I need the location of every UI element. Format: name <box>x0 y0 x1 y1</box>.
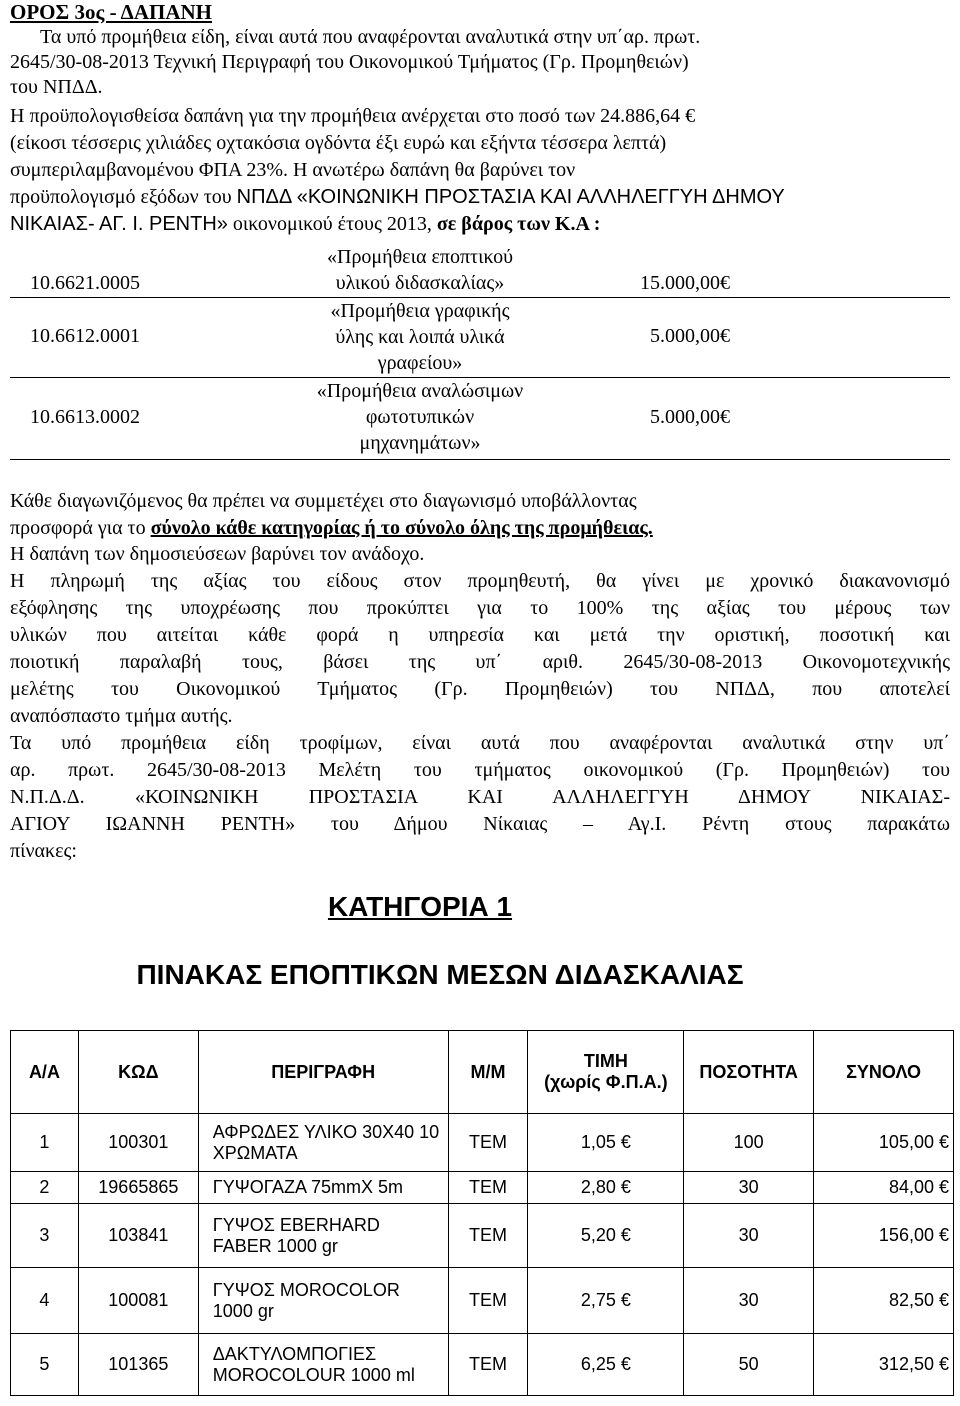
cell-quantity: 30 <box>684 1268 814 1334</box>
cell-price: 6,25 € <box>528 1334 684 1396</box>
intro-line <box>10 211 950 237</box>
cell-price: 1,05 € <box>528 1114 684 1172</box>
cell-quantity: 100 <box>684 1114 814 1172</box>
paragraph-line: ποιοτική παραλαβή τους, βάσει της υπ΄ αριθ. 2645/30-08-2013 Οικονομοτεχνικής <box>10 651 950 673</box>
cell-quantity: 50 <box>684 1334 814 1396</box>
paragraph-line: Ν.Π.Δ.Δ. «ΚΟΙΝΩΝΙΚΗ ΠΡΟΣΤΑΣΙΑ ΚΑΙ ΑΛΛΗΛΕΓΓΥΗ ΔΗΜΟΥ ΝΙΚΑΙΑΣ- <box>10 786 950 808</box>
items-table <box>10 1030 954 1396</box>
cell-aa: 3 <box>11 1204 79 1268</box>
price-header-line: (χωρίς Φ.Π.Α.) <box>544 1072 668 1092</box>
emphasized-text: σύνολο κάθε κατηγορίας ή το σύνολο όλης της προμήθειας. <box>150 517 653 539</box>
paragraph-line: Η δαπάνη των δημοσιεύσεων βαρύνει τον ανάδοχο. <box>10 543 425 565</box>
cell-description: ΓΥΨΟΣ MOROCOLOR 1000 gr <box>198 1268 448 1334</box>
budget-description-line: «Προμήθεια γραφικής <box>330 300 510 322</box>
paragraph-line: μελέτης του Οικονομικού Τμήματος (Γρ. Προμηθειών) του ΝΠΔΔ, που αποτελεί <box>10 678 950 700</box>
intro-line: (είκοσι τέσσερις χιλιάδες οχτακόσια ογδόντα έξι ευρώ και εξήντα τέσσερα λεπτά) <box>10 132 667 154</box>
budget-description-line: «Προμήθεια εποπτικού <box>327 246 513 268</box>
budget-description-line: υλικού διδασκαλίας» <box>335 272 505 294</box>
cell-unit: ΤΕΜ <box>448 1334 528 1396</box>
column-header-quantity: ΠΟΣΟΤΗΤΑ <box>684 1031 814 1114</box>
table-row <box>11 1114 954 1172</box>
paragraph-line: αναπόσπαστο τμήμα αυτής. <box>10 705 233 727</box>
organization-name: ΝΙΚΑΙΑΣ- ΑΓ. Ι. ΡΕΝΤΗ» <box>10 213 228 235</box>
budget-amount: 5.000,00€ <box>650 406 730 428</box>
cell-unit: ΤΕΜ <box>448 1114 528 1172</box>
paragraph-line: Η πληρωμή της αξίας του είδους στον προμηθευτή, θα γίνει με χρονικό διακανονισμό <box>10 570 950 592</box>
cell-total: 312,50 € <box>814 1334 954 1396</box>
column-header-unit: Μ/Μ <box>448 1031 528 1114</box>
cell-total: 84,00 € <box>814 1172 954 1204</box>
divider <box>10 459 950 460</box>
budget-description-line: «Προμήθεια αναλώσιμων <box>316 380 524 402</box>
column-header-total: ΣΥΝΟΛΟ <box>814 1031 954 1114</box>
cell-price: 5,20 € <box>528 1204 684 1268</box>
cell-unit: ΤΕΜ <box>448 1172 528 1204</box>
cell-code: 100301 <box>78 1114 198 1172</box>
intro-text: προϋπολογισμό εξόδων του <box>10 186 237 208</box>
cell-quantity: 30 <box>684 1172 814 1204</box>
paragraph-line: ΑΓΙΟΥ ΙΩΑΝΝΗ ΡΕΝΤΗ» του Δήμου Νίκαιας – Αγ.Ι. Ρέντη στους παρακάτω <box>10 813 950 835</box>
cell-description: ΑΦΡΩΔΕΣ ΥΛΙΚΟ 30Χ40 10 ΧΡΩΜΑΤΑ <box>198 1114 448 1172</box>
cell-aa: 2 <box>11 1172 79 1204</box>
column-header-price <box>528 1031 684 1114</box>
price-header-line: ΤΙΜΗ <box>583 1051 628 1071</box>
organization-name: ΝΠΔΔ «ΚΟΙΝΩΝΙΚΗ ΠΡΟΣΤΑΣΙΑ ΚΑΙ ΑΛΛΗΛΕΓΓΥΗ ΔΗΜΟΥ <box>236 186 785 208</box>
cell-quantity: 30 <box>684 1204 814 1268</box>
budget-description-line: μηχανημάτων» <box>359 432 481 454</box>
paragraph-line: πίνακες: <box>10 840 77 862</box>
paragraph-line: εξόφλησης της υποχρέωσης που προκύπτει για το 100% της αξίας του μέρους των <box>10 597 950 619</box>
table-row <box>11 1204 954 1268</box>
cell-code: 101365 <box>78 1334 198 1396</box>
cell-description: ΓΥΨΟΓΑΖΑ 75mmX 5m <box>198 1172 448 1204</box>
table-row <box>11 1172 954 1204</box>
budget-code: 10.6612.0001 <box>30 325 140 347</box>
paragraph-line <box>10 515 950 541</box>
budget-code: 10.6613.0002 <box>30 406 140 428</box>
cell-code: 103841 <box>78 1204 198 1268</box>
column-header-aa: Α/Α <box>11 1031 79 1114</box>
table-title: ΠΙΝΑΚΑΣ ΕΠΟΠΤΙΚΩΝ ΜΕΣΩΝ ΔΙΔΑΣΚΑΛΙΑΣ <box>136 959 744 990</box>
intro-line: Τα υπό προμήθεια είδη, είναι αυτά που αναφέρονται αναλυτικά στην υπ΄αρ. πρωτ. <box>40 26 701 48</box>
category-title: ΚΑΤΗΓΟΡΙΑ 1 <box>327 891 513 922</box>
cell-total: 105,00 € <box>814 1114 954 1172</box>
cell-description: ΓΥΨΟΣ EBERHARD FABER 1000 gr <box>198 1204 448 1268</box>
paragraph-line: Τα υπό προμήθεια είδη τροφίμων, είναι αυτά που αναφέρονται αναλυτικά στην υπ΄ <box>10 732 950 754</box>
intro-line: Η προϋπολογισθείσα δαπάνη για την προμήθεια ανέρχεται στο ποσό των 24.886,64 € <box>10 105 696 127</box>
cell-total: 156,00 € <box>814 1204 954 1268</box>
column-header-code: ΚΩΔ <box>78 1031 198 1114</box>
cell-unit: ΤΕΜ <box>448 1268 528 1334</box>
table-row <box>11 1268 954 1334</box>
cell-price: 2,80 € <box>528 1172 684 1204</box>
cell-unit: ΤΕΜ <box>448 1204 528 1268</box>
intro-line: του ΝΠΔΔ. <box>10 76 103 98</box>
paragraph-line: αρ. πρωτ. 2645/30-08-2013 Μελέτη του τμήματος οικονομικού (Γρ. Προμηθειών) του <box>10 759 950 781</box>
column-header-description: ΠΕΡΙΓΡΑΦΗ <box>198 1031 448 1114</box>
budget-description-line: ύλης και λοιπά υλικά <box>335 326 505 348</box>
cell-description: ΔΑΚΤΥΛΟΜΠΟΓΙΕΣ MOROCOLOUR 1000 ml <box>198 1334 448 1396</box>
budget-amount: 5.000,00€ <box>650 325 730 347</box>
cell-code: 100081 <box>78 1268 198 1334</box>
budget-code: 10.6621.0005 <box>30 272 140 294</box>
cell-aa: 4 <box>11 1268 79 1334</box>
budget-description <box>280 244 560 296</box>
table-header-row <box>11 1031 954 1114</box>
paragraph-line: Κάθε διαγωνιζόμενος θα πρέπει να συμμετέχει στο διαγωνισμό υποβάλλοντας <box>10 490 637 512</box>
paragraph-line: υλικών που αιτείται κάθε φορά η υπηρεσία και μετά την οριστική, ποσοτική και <box>10 624 950 646</box>
intro-line: 2645/30-08-2013 Τεχνική Περιγραφή του Οικονομικού Τμήματος (Γρ. Προμηθειών) <box>10 51 689 73</box>
table-row <box>11 1334 954 1396</box>
intro-line: συμπεριλαμβανομένου ΦΠΑ 23%. Η ανωτέρω δαπάνη θα βαρύνει τον <box>10 159 576 181</box>
cell-aa: 5 <box>11 1334 79 1396</box>
intro-line <box>10 184 950 210</box>
cell-aa: 1 <box>11 1114 79 1172</box>
paragraph-text: προσφορά για το <box>10 517 151 539</box>
budget-description <box>280 298 560 376</box>
section-heading: ΟΡΟΣ 3ος - ΔΑΠΑΝΗ <box>10 0 213 24</box>
cell-total: 82,50 € <box>814 1268 954 1334</box>
budget-description-line: φωτοτυπικών <box>365 406 475 428</box>
cell-price: 2,75 € <box>528 1268 684 1334</box>
intro-text: οικονομικού έτους 2013, <box>227 213 437 235</box>
cell-code: 19665865 <box>78 1172 198 1204</box>
budget-description-line: γραφείου» <box>377 352 463 374</box>
budget-codes-label: σε βάρος των Κ.Α : <box>436 213 601 235</box>
budget-amount: 15.000,00€ <box>640 272 730 294</box>
budget-description <box>280 378 560 456</box>
